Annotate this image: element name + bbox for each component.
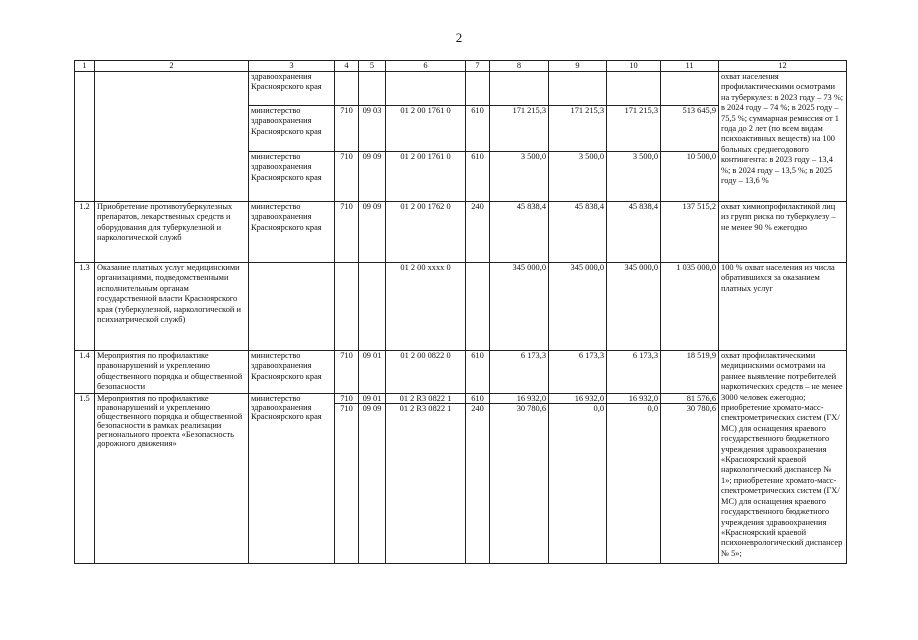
cell-total (661, 72, 719, 106)
cell-executor: министерство здравоохранения Красноярского края (249, 152, 335, 202)
cell-2024: 3 500,0 (549, 152, 607, 202)
cell-vr: 240 (466, 404, 490, 564)
cell-2023: 30 780,6 (490, 404, 549, 564)
cell-executor: министерство здравоохранения Красноярского края (249, 202, 335, 263)
header-cell: 10 (607, 61, 661, 72)
cell-csr: 01 2 00 1761 0 (386, 106, 466, 152)
cell-gp (335, 263, 359, 351)
page-number: 2 (455, 30, 463, 45)
cell-executor: министерство здравоохранения Красноярского края (249, 106, 335, 152)
cell-total: 10 500,0 (661, 152, 719, 202)
header-cell: 4 (335, 61, 359, 72)
cell-executor (249, 263, 335, 351)
cell-2023: 45 838,4 (490, 202, 549, 263)
cell-executor: министерство здравоохранения Красноярского края (249, 351, 335, 394)
cell-2023: 345 000,0 (490, 263, 549, 351)
header-cell: 8 (490, 61, 549, 72)
cell-section (359, 72, 386, 106)
cell-gp (335, 72, 359, 106)
cell-section: 09 03 (359, 106, 386, 152)
cell-2024: 16 932,0 (549, 394, 607, 404)
cell-csr: 01 2 00 1761 0 (386, 152, 466, 202)
cell-2024: 345 000,0 (549, 263, 607, 351)
cell-csr: 01 2 00 xxxx 0 (386, 263, 466, 351)
cell-csr (386, 72, 466, 106)
cell-vr (466, 263, 490, 351)
cell-activity: Мероприятия по профилактике правонарушений и укреплению общественного порядка и общественной безопасности в рамках реализации регионального проекта «Безопасность дорожного движения» (95, 394, 249, 564)
cell-2025: 345 000,0 (607, 263, 661, 351)
cell-vr: 610 (466, 394, 490, 404)
header-cell: 7 (466, 61, 490, 72)
cell-csr: 01 2 00 0822 0 (386, 351, 466, 394)
cell-2023: 3 500,0 (490, 152, 549, 202)
cell-gp: 710 (335, 106, 359, 152)
header-cell: 2 (95, 61, 249, 72)
cell-result: охват химиопрофилактикой лиц из групп риска по туберкулезу – не менее 90 % ежегодно (719, 202, 847, 263)
cell-gp: 710 (335, 351, 359, 394)
cell-section: 09 01 (359, 351, 386, 394)
cell-2025: 45 838,4 (607, 202, 661, 263)
cell-2025: 6 173,3 (607, 351, 661, 394)
cell-2023: 171 215,3 (490, 106, 549, 152)
cell-total: 81 576,6 (661, 394, 719, 404)
table-row (75, 351, 847, 394)
cell-number: 1.3 (75, 263, 95, 351)
cell-activity: Мероприятия по профилактике правонарушений и укреплению общественного порядка и общественной безопасности (95, 351, 249, 394)
cell-total: 513 645,9 (661, 106, 719, 152)
cell-section (359, 263, 386, 351)
cell-2025: 0,0 (607, 404, 661, 564)
cell-vr (466, 72, 490, 106)
cell-total: 137 515,2 (661, 202, 719, 263)
table-row (75, 263, 847, 351)
header-cell: 11 (661, 61, 719, 72)
cell-number: 1.4 (75, 351, 95, 394)
cell-2023: 16 932,0 (490, 394, 549, 404)
cell-vr: 610 (466, 106, 490, 152)
cell-vr: 610 (466, 152, 490, 202)
cell-2024 (549, 72, 607, 106)
cell-result: 100 % охват населения из числа обратившихся за оказанием платных услуг (719, 263, 847, 351)
cell-section: 09 09 (359, 202, 386, 263)
cell-executor: министерство здравоохранения Красноярского края (249, 394, 335, 564)
cell-result: охват профилактическими медицинскими осмотрами на раннее выявление потребителей наркотических средств – не менее 3000 человек ежегодно; приобретение хромато-масс-спектрометрических систем (ГХ/МС) для оснащения краевого государственного бюджетного учреждения здравоохранения «Красноярский краевой наркологический диспансер № 1»; приобретение хромато-масс-спектрометрических систем (ГХ/МС) для оснащения краевого государственного бюджетного учреждения здравоохранения «Красноярский краевой психоневрологический диспансер № 5»; (719, 351, 847, 564)
header-cell: 9 (549, 61, 607, 72)
cell-result: охват населения профилактическими осмотрами на туберкулез: в 2023 году – 73 %; в 2024 году – 74 %; в 2025 году – 75,5 %; суммарная ремиссия от 1 года до 2 лет (по всем видам психоактивных веществ) на 100 больных среднегодового контингента: в 2023 году – 13,4 %; в 2024 году – 13,5 %; в 2025 году – 13,6 % (719, 72, 847, 202)
cell-2025: 3 500,0 (607, 152, 661, 202)
cell-2025: 171 215,3 (607, 106, 661, 152)
cell-gp: 710 (335, 394, 359, 404)
cell-2024: 45 838,4 (549, 202, 607, 263)
cell-2023 (490, 72, 549, 106)
cell-2025 (607, 72, 661, 106)
cell-2025: 16 932,0 (607, 394, 661, 404)
cell-csr: 01 2 R3 0822 1 (386, 394, 466, 404)
cell-total: 30 780,6 (661, 404, 719, 564)
header-cell: 6 (386, 61, 466, 72)
program-activities-table (74, 60, 847, 564)
cell-vr: 610 (466, 351, 490, 394)
cell-vr: 240 (466, 202, 490, 263)
cell-2024: 6 173,3 (549, 351, 607, 394)
cell-gp: 710 (335, 404, 359, 564)
cell-number: 1.5 (75, 394, 95, 564)
cell-number: 1.2 (75, 202, 95, 263)
cell-section: 09 01 (359, 394, 386, 404)
header-cell: 5 (359, 61, 386, 72)
cell-section: 09 09 (359, 152, 386, 202)
cell-activity: Приобретение противотуберкулезных препаратов, лекарственных средств и оборудования для туберкулезной и наркологической служб (95, 202, 249, 263)
cell-activity (95, 72, 249, 202)
header-cell: 1 (75, 61, 95, 72)
cell-activity: Оказание платных услуг медицинскими организациями, подведомственными исполнительным органам государственной власти Красноярского края (туберкулезной, наркологической и психиатрической служб) (95, 263, 249, 351)
cell-gp: 710 (335, 152, 359, 202)
header-row (75, 61, 847, 72)
cell-2024: 171 215,3 (549, 106, 607, 152)
cell-executor: здравоохранения Красноярского края (249, 72, 335, 106)
cell-csr: 01 2 R3 0822 1 (386, 404, 466, 564)
cell-gp: 710 (335, 202, 359, 263)
cell-number (75, 72, 95, 202)
cell-csr: 01 2 00 1762 0 (386, 202, 466, 263)
table-row (75, 72, 847, 106)
cell-2023: 6 173,3 (490, 351, 549, 394)
cell-total: 18 519,9 (661, 351, 719, 394)
header-cell: 12 (719, 61, 847, 72)
cell-2024: 0,0 (549, 404, 607, 564)
cell-section: 09 09 (359, 404, 386, 564)
cell-total: 1 035 000,0 (661, 263, 719, 351)
table-row (75, 202, 847, 263)
header-cell: 3 (249, 61, 335, 72)
